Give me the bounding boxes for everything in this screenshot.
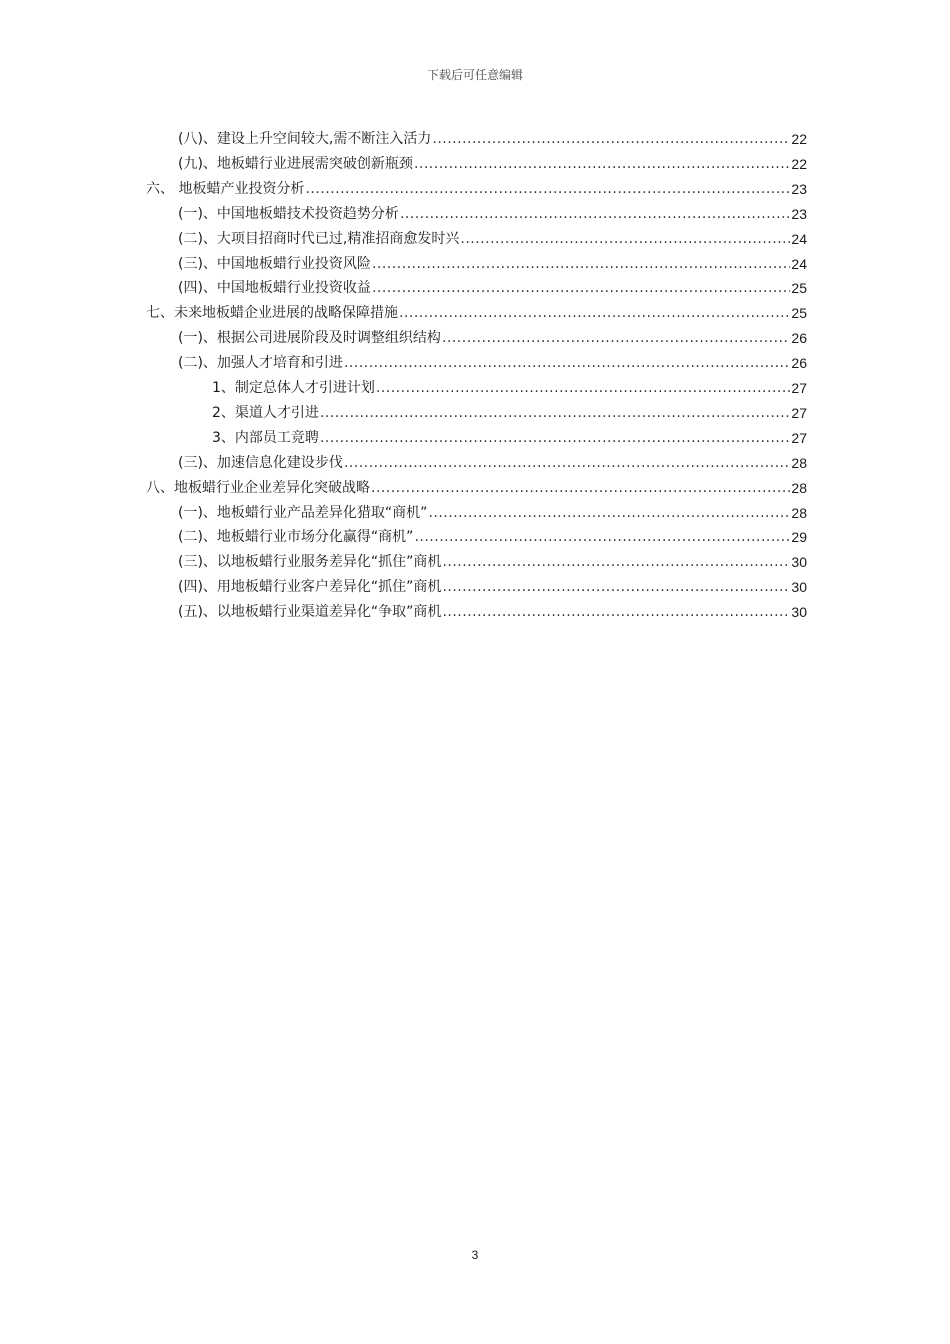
toc-entry-title: 六、 地板蜡产业投资分析	[146, 180, 305, 197]
toc-entry[interactable]	[178, 524, 807, 546]
toc-dot-leader	[344, 354, 790, 372]
toc-entry-title: (一)、根据公司进展阶段及时调整组织结构	[178, 330, 441, 347]
toc-entry-page: 24	[791, 255, 807, 272]
toc-entry[interactable]	[146, 475, 807, 497]
toc-dot-leader	[442, 603, 790, 621]
toc-dot-leader	[344, 454, 790, 472]
toc-entry[interactable]	[146, 300, 807, 322]
toc-entry-page: 27	[791, 380, 807, 396]
toc-entry-title: (五)、以地板蜡行业渠道差异化“争取”商机	[178, 604, 442, 621]
toc-entry[interactable]	[178, 599, 807, 621]
toc-entry[interactable]	[178, 549, 807, 571]
toc-dot-leader	[460, 230, 790, 248]
toc-dot-leader	[372, 255, 790, 273]
toc-entry[interactable]	[146, 176, 807, 198]
toc-entry-title: (二)、大项目招商时代已过,精准招商愈发时兴	[178, 230, 460, 247]
toc-entry[interactable]	[178, 201, 807, 223]
toc-entry-title: 3、内部员工竞聘	[212, 429, 319, 446]
toc-entry-page: 22	[791, 155, 807, 172]
toc-dot-leader	[428, 504, 790, 522]
toc-dot-leader	[414, 528, 790, 546]
toc-dot-leader	[400, 205, 790, 223]
toc-dot-leader	[372, 279, 790, 297]
page-number: 3	[471, 1248, 479, 1262]
toc-entry-title: (四)、用地板蜡行业客户差异化“抓住”商机	[178, 579, 442, 596]
toc-entry[interactable]	[178, 275, 807, 297]
toc-entry[interactable]	[178, 325, 807, 347]
toc-dot-leader	[320, 429, 791, 447]
toc-entry-title: 七、未来地板蜡企业进展的战略保障措施	[146, 305, 398, 322]
toc-entry-page: 29	[791, 529, 807, 546]
toc-dot-leader	[442, 553, 790, 571]
toc-entry-page: 30	[791, 579, 807, 596]
toc-entry[interactable]	[212, 400, 807, 422]
toc-dot-leader	[305, 180, 790, 198]
toc-entry-page: 23	[791, 205, 807, 222]
toc-entry-page: 23	[791, 180, 807, 197]
toc-entry-title: (八)、建设上升空间较大,需不断注入活力	[178, 131, 432, 147]
toc-entry-title: (三)、加速信息化建设步伐	[178, 454, 343, 471]
toc-entry-title: 八、地板蜡行业企业差异化突破战略	[146, 479, 370, 496]
toc-entry-page: 22	[791, 131, 807, 147]
toc-dot-leader	[432, 130, 790, 148]
toc-entry-page: 25	[791, 305, 807, 322]
toc-entry-title: 2、渠道人才引进	[212, 404, 319, 421]
toc-entry[interactable]	[178, 500, 807, 522]
toc-entry[interactable]	[178, 151, 807, 173]
toc-entry-title: (三)、中国地板蜡行业投资风险	[178, 255, 371, 272]
page-header: 下载后可任意编辑	[426, 68, 523, 82]
toc-entry-title: (二)、地板蜡行业市场分化赢得“商机”	[178, 529, 414, 546]
toc-entry[interactable]	[178, 350, 807, 372]
toc-entry-page: 28	[791, 504, 807, 521]
toc-entry-title: (四)、中国地板蜡行业投资收益	[178, 280, 371, 297]
toc-entry[interactable]	[212, 375, 807, 397]
toc-entry[interactable]	[178, 226, 807, 248]
toc-dot-leader	[371, 479, 790, 497]
toc-entry-title: (二)、加强人才培育和引进	[178, 355, 343, 372]
toc-entry-page: 26	[791, 355, 807, 372]
toc-entry-page: 27	[791, 404, 807, 421]
toc-dot-leader	[442, 578, 790, 596]
toc-dot-leader	[399, 304, 790, 322]
toc-entry[interactable]	[178, 126, 807, 148]
toc-dot-leader	[320, 404, 791, 422]
toc-entry-page: 26	[791, 330, 807, 347]
toc-entry[interactable]	[178, 574, 807, 596]
toc-entry[interactable]	[212, 425, 807, 447]
toc-entry-title: 1、制定总体人才引进计划	[212, 380, 375, 396]
toc-entry-title: (一)、地板蜡行业产品差异化猎取“商机”	[178, 504, 428, 521]
toc-entry[interactable]	[178, 251, 807, 273]
toc-entry-page: 25	[791, 280, 807, 297]
toc-entry-title: (九)、地板蜡行业进展需突破创新瓶颈	[178, 155, 413, 172]
toc-dot-leader	[414, 155, 790, 173]
toc-entry-page: 28	[791, 454, 807, 471]
toc-dot-leader	[376, 379, 791, 397]
toc-entry-title: (一)、中国地板蜡技术投资趋势分析	[178, 205, 399, 222]
toc-entry[interactable]	[178, 450, 807, 472]
toc-entry-page: 30	[791, 554, 807, 571]
toc-entry-page: 27	[791, 429, 807, 446]
toc-dot-leader	[442, 329, 790, 347]
toc-entry-page: 24	[791, 230, 807, 247]
toc-entry-page: 28	[791, 479, 807, 496]
toc-entry-title: (三)、以地板蜡行业服务差异化“抓住”商机	[178, 554, 442, 571]
toc-entry-page: 30	[791, 604, 807, 621]
